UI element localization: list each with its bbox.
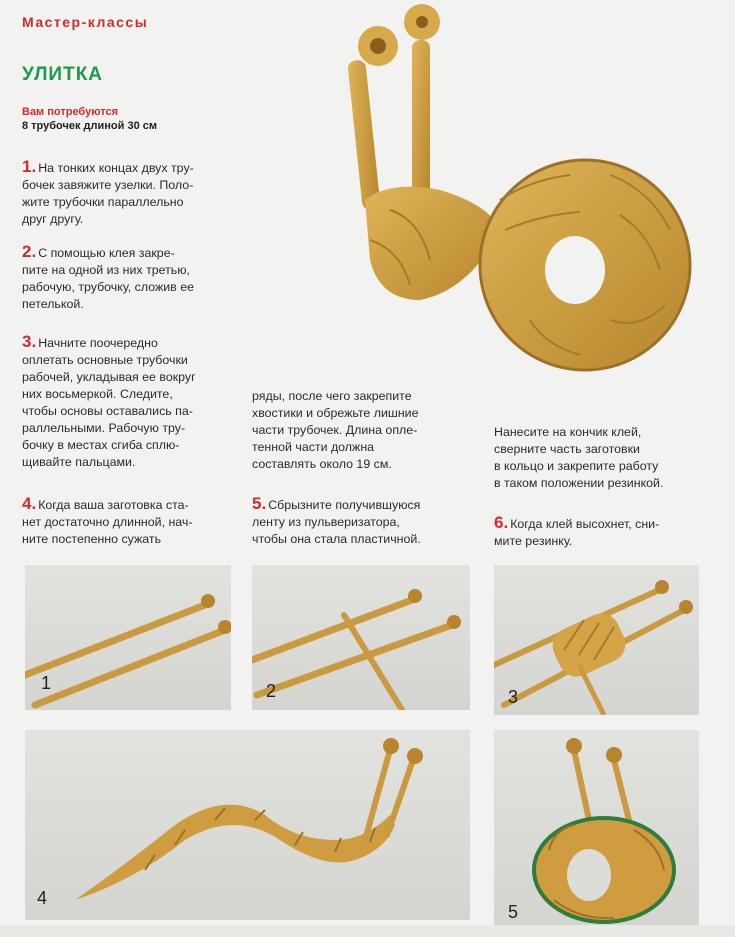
step-4c-line-1: ряды, после чего закрепите: [252, 389, 412, 403]
photo-step-1: [25, 565, 231, 710]
step-2-line-2: пите на одной из них третью,: [22, 263, 190, 277]
step-1-line-3: жите трубочки параллельно: [22, 195, 184, 209]
step-6-number: 6.: [494, 513, 509, 532]
step-1: [22, 158, 234, 228]
step-1-line-4: друг другу.: [22, 212, 84, 226]
hero-snail-image: [330, 0, 735, 400]
step-5: [252, 495, 464, 548]
step-2-line-4: петелькой.: [22, 297, 84, 311]
step-5-continued: [494, 424, 706, 492]
step-3-line-6: раллельными. Рабочую тру-: [22, 421, 186, 435]
step-4-line-1: Когда ваша заготовка ста-: [38, 498, 189, 512]
step-3-line-8: щивайте пальцами.: [22, 455, 136, 469]
step-3-line-5: чтобы основы оставались па-: [22, 404, 193, 418]
step-5-line-1: Сбрызните получившуюся: [268, 498, 421, 512]
step-4c-line-4: тенной части должна: [252, 440, 375, 454]
step-3-line-7: бочку в местах сгиба сплю-: [22, 438, 180, 452]
step-6-line-2: мите резинку.: [494, 534, 573, 548]
step-2-line-3: рабочую, трубочку, сложив ее: [22, 280, 194, 294]
photo-5-label: 5: [508, 902, 519, 922]
section-label: Мастер-классы: [22, 14, 149, 30]
step-2-line-1: С помощью клея закре-: [38, 246, 175, 260]
step-5-line-3: чтобы она стала пластичной.: [252, 532, 421, 546]
step-5c-line-4: в таком положении резинкой.: [494, 476, 664, 490]
photo-1-label: 1: [41, 673, 52, 693]
step-3-line-1: Начните поочередно: [38, 336, 158, 350]
photo-step-4: [25, 730, 470, 920]
step-4c-line-2: хвостики и обрежьте лишние: [252, 406, 419, 420]
step-6: [494, 514, 706, 550]
step-1-line-2: бочек завяжите узелки. Поло-: [22, 178, 194, 192]
step-1-number: 1.: [22, 157, 37, 176]
step-2-number: 2.: [22, 242, 37, 261]
step-4-line-3: ните постепенно сужать: [22, 532, 162, 546]
step-3-line-4: них восьмеркой. Следите,: [22, 387, 173, 401]
step-5c-line-3: в кольцо и закрепите работу: [494, 459, 659, 473]
step-3-line-2: оплетать основные трубочки: [22, 353, 188, 367]
step-3-line-3: рабочей, укладывая ее вокруг: [22, 370, 196, 384]
step-1-line-1: На тонких концах двух тру-: [38, 161, 194, 175]
photo-step-5: [494, 730, 699, 925]
photo-4-label: 4: [37, 888, 48, 908]
step-5-number: 5.: [252, 494, 267, 513]
photo-step-3: [494, 565, 699, 715]
page-bottom-edge: [0, 925, 735, 937]
requirements-label: Вам потребуются: [22, 106, 119, 118]
photo-3-label: 3: [508, 687, 519, 707]
photo-step-2: [252, 565, 470, 710]
step-4-number: 4.: [22, 494, 37, 513]
step-2: [22, 243, 234, 313]
step-4-line-2: нет достаточно длинной, нач-: [22, 515, 193, 529]
photo-2-label: 2: [266, 681, 277, 701]
step-4c-line-3: части трубочек. Длина опле-: [252, 423, 418, 437]
page-title: УЛИТКА: [22, 64, 104, 85]
step-4-continued: [252, 388, 464, 473]
step-3: [22, 333, 234, 471]
step-6-line-1: Когда клей высохнет, сни-: [510, 517, 660, 531]
requirements-text: 8 трубочек длиной 30 см: [22, 120, 158, 132]
step-5c-line-2: сверните часть заготовки: [494, 442, 640, 456]
step-4: [22, 495, 234, 548]
step-3-number: 3.: [22, 332, 37, 351]
step-5-line-2: ленту из пульверизатора,: [252, 515, 400, 529]
step-4c-line-5: составлять около 19 см.: [252, 457, 392, 471]
step-5c-line-1: Нанесите на кончик клей,: [494, 425, 642, 439]
